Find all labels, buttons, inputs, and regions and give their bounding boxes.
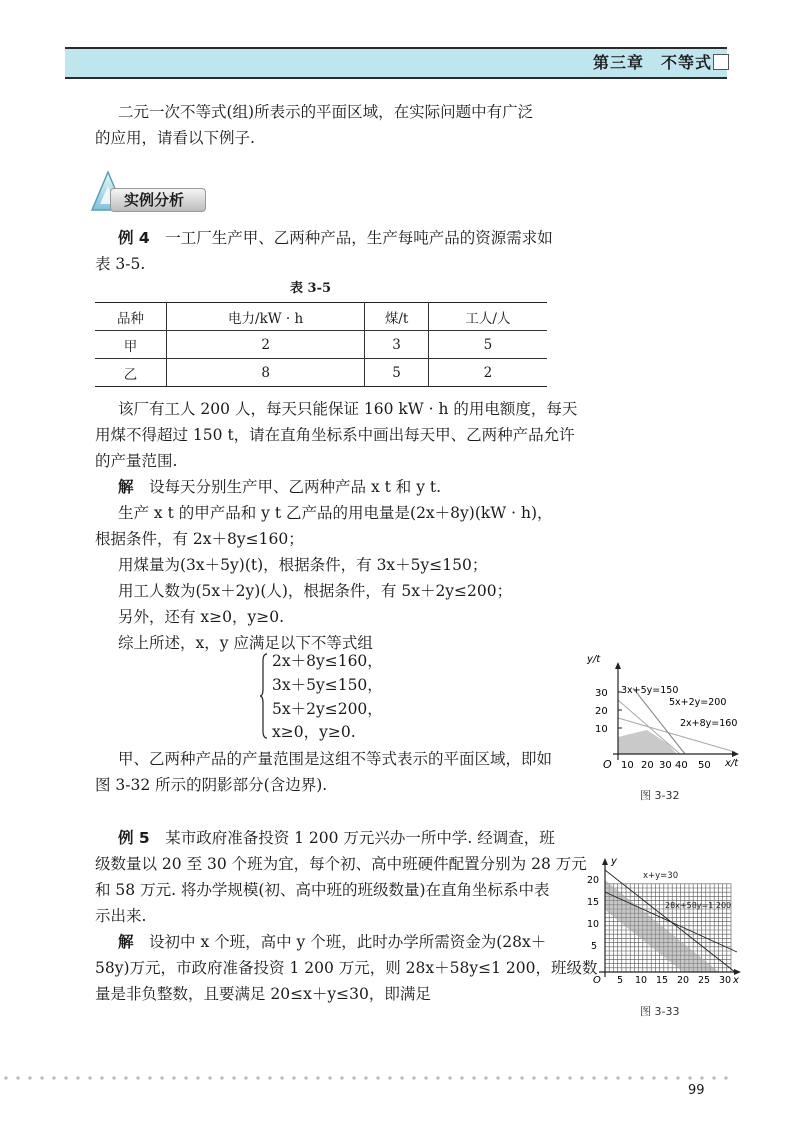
table-header: 品种 [117, 310, 145, 327]
example5-text: 某市政府准备投资 1 200 万元兴办一所中学. 经调查，班 [165, 829, 555, 847]
header-square-icon [713, 54, 729, 70]
table-header: 工人/人 [428, 303, 547, 331]
x-axis-label: x [733, 975, 739, 986]
origin-label: O [593, 975, 601, 986]
table-row [95, 359, 547, 387]
x-tick: 20 [677, 975, 690, 986]
body-line: 的产量范围. [95, 452, 178, 470]
figure-3-33 [585, 852, 745, 987]
table-cell: 2 [428, 359, 547, 387]
table-header-row [95, 303, 547, 331]
line-label: 2x+8y=160 [680, 718, 738, 729]
table-cell: 乙 [123, 366, 138, 383]
system-inequality: 2x＋8y≤160， [272, 652, 383, 670]
x-tick: 30 [659, 760, 672, 771]
table-cell: 8 [167, 359, 365, 387]
solution-line: 用煤量为(3x＋5y)(t)，根据条件，有 3x＋5y≤150； [118, 556, 488, 574]
solution-label: 解 [118, 478, 134, 496]
line-label: 5x+2y=200 [669, 697, 727, 708]
x-axis-label: x/t [725, 758, 739, 769]
conclusion-line: 图 3-32 所示的阴影部分(含边界). [95, 776, 328, 794]
chapter-title: 第三章 不等式 [592, 53, 712, 72]
example5-line: 级数量以 20 至 30 个班为宜，每个初、高中班硬件配置分别为 28 万元 [95, 855, 587, 873]
x-tick: 10 [635, 975, 648, 986]
example5-line [118, 827, 555, 849]
solution-text: 设每天分别生产甲、乙两种产品 x t 和 y t. [149, 478, 442, 496]
solution-line: 生产 x t 的甲产品和 y t 乙产品的用电量是(2x＋8y)(kW · h)， [118, 504, 553, 522]
table-cell: 2 [167, 331, 365, 359]
system-inequality: 5x＋2y≤200， [272, 700, 383, 718]
y-tick: 30 [595, 688, 608, 699]
solution-line: 根据条件，有 2x＋8y≤160； [95, 530, 304, 548]
example4-text: 一工厂生产甲、乙两种产品，生产每吨产品的资源需求如 [165, 229, 553, 247]
x-tick: 15 [656, 975, 669, 986]
solution-line: 另外，还有 x≥0，y≥0. [118, 608, 285, 626]
x-tick: 40 [675, 760, 688, 771]
solution-line: 用工人数为(5x＋2y)(人)，根据条件，有 5x＋2y≤200； [118, 582, 513, 600]
figure-3-32-caption: 图 3-32 [640, 789, 680, 802]
table-cell: 3 [365, 331, 429, 359]
figure-3-33-caption: 图 3-33 [640, 1005, 680, 1018]
solution5-line: 58y)万元，市政府准备投资 1 200 万元，则 28x＋58y≤1 200，班级数 [95, 959, 598, 977]
y-tick: 5 [591, 941, 598, 952]
y-axis-label: y [611, 856, 617, 867]
table-cell: 甲 [123, 338, 138, 355]
example4-line [118, 227, 553, 249]
x-tick: 50 [698, 760, 711, 771]
table-caption: 表 3-5 [290, 281, 332, 296]
table-cell: 5 [428, 331, 547, 359]
example5-line: 示出来. [95, 907, 147, 925]
table-header: 煤/t [365, 303, 429, 331]
line-label: 3x+5y=150 [621, 685, 679, 696]
system-inequality: 3x＋5y≤150， [272, 676, 383, 694]
line-label: x+y=30 [643, 871, 679, 881]
section-badge-label: 实例分析 [124, 191, 185, 209]
conclusion-line: 甲、乙两种产品的产量范围是这组不等式表示的平面区域，即如 [118, 750, 553, 768]
figure-3-32 [585, 648, 745, 778]
example5-label: 例 5 [118, 829, 150, 847]
table-row [95, 331, 547, 359]
page-number: 99 [688, 1083, 705, 1098]
x-tick: 30 [719, 975, 732, 986]
solution5-line: 量是非负整数，且要满足 20≤x＋y≤30，即满足 [95, 985, 431, 1003]
solution-line [118, 476, 441, 498]
example5-line: 和 58 万元. 将办学规模(初、高中班的班级数量)在直角坐标系中表 [95, 881, 550, 899]
body-line: 该厂有工人 200 人，每天只能保证 160 kW · h 的用电额度，每天 [118, 400, 578, 418]
y-axis-label: y/t [587, 654, 601, 665]
example4-label: 例 4 [118, 229, 150, 247]
origin-label: O [603, 758, 612, 771]
system-inequality: x≥0，y≥0. [272, 723, 356, 741]
intro-line: 的应用，请看以下例子. [95, 129, 255, 147]
table-header: 电力/kW · h [167, 303, 365, 331]
x-tick: 25 [698, 975, 711, 986]
y-tick: 10 [587, 919, 600, 930]
intro-line: 二元一次不等式(组)所表示的平面区域，在实际问题中有广泛 [118, 103, 534, 121]
system-brace [260, 653, 268, 739]
y-tick: 20 [595, 706, 608, 717]
line-label: 28x+58y=1 200 [665, 901, 732, 910]
solution5-text: 设初中 x 个班，高中 y 个班，此时办学所需资金为(28x＋ [149, 933, 547, 951]
solution5-line [118, 931, 546, 953]
solution-line: 综上所述，x，y 应满足以下不等式组 [118, 634, 373, 652]
y-tick: 20 [587, 875, 600, 886]
table-cell: 5 [365, 359, 429, 387]
solution5-label: 解 [118, 933, 134, 951]
body-line: 用煤不得超过 150 t，请在直角坐标系中画出每天甲、乙两种产品允许 [95, 426, 575, 444]
y-tick: 10 [595, 724, 608, 735]
x-tick: 20 [641, 760, 654, 771]
x-tick: 10 [621, 760, 634, 771]
feasible-region [618, 730, 677, 754]
x-tick: 5 [617, 975, 624, 986]
example4-line: 表 3-5. [95, 255, 146, 273]
resource-table [95, 302, 547, 387]
y-tick: 15 [587, 897, 600, 908]
footer-dotted-rule [0, 1075, 730, 1081]
